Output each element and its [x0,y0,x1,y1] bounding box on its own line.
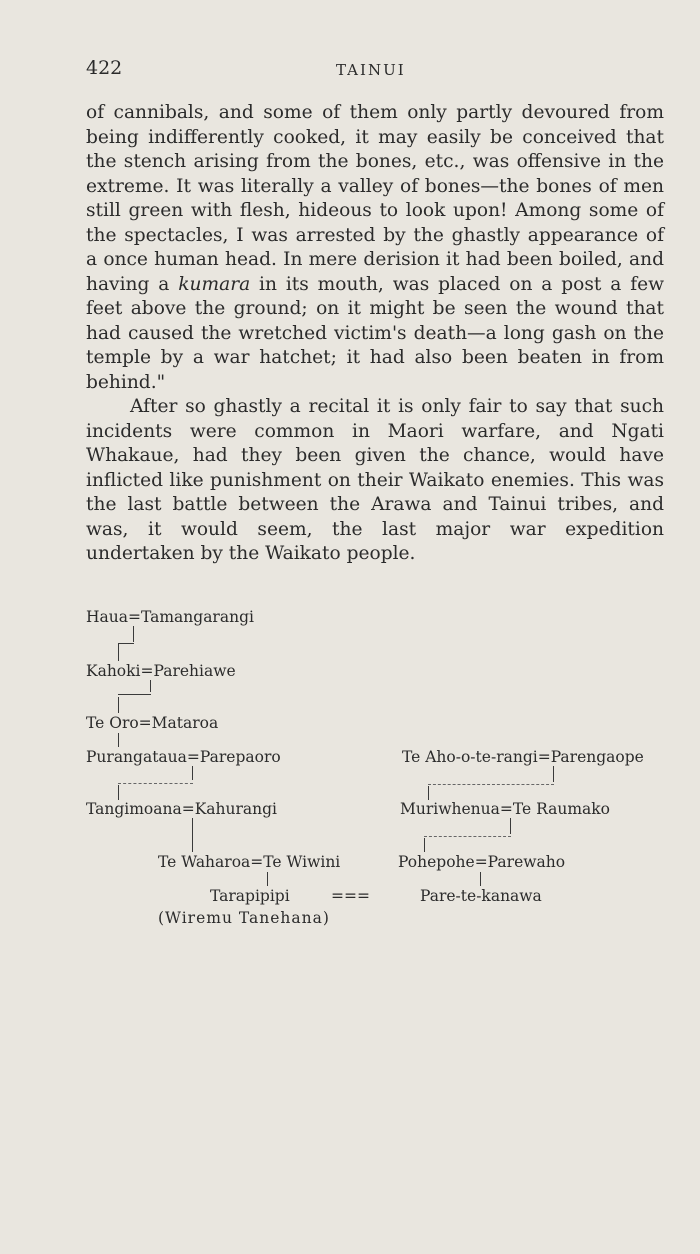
genealogy-name-muriwhenua: Muriwhenua=Te Raumako [400,800,610,818]
descent-line [428,786,429,800]
genealogy-name-haua: Haua=Tamangarangi [86,608,254,626]
genealogy-name-tangimoana: Tangimoana=Kahurangi [86,800,278,818]
descent-line [424,838,425,852]
genealogy-name-pohepohe: Pohepohe=Parewaho [398,853,566,871]
descent-line [553,766,554,782]
descent-line [192,766,193,780]
descent-line [424,836,511,837]
genealogy-name-te-aho-o-te-rangi: Te Aho-o-te-rangi=Parengaope [402,748,644,766]
genealogy-name-te-oro: Te Oro=Mataroa [86,714,219,732]
descent-line [510,818,511,834]
descent-line [118,643,134,644]
paragraph-1-text-b: in its mouth, was placed on a post a few feet above the ground; on it might be seen the wound that had caused the wretched victim's death—a long gash on the temple by a war hatchet; it had also been beaten in from behind." [86,273,665,393]
running-head: TAINUI [336,61,406,79]
genealogy-name-tarapipipi: Tarapipipi [210,887,290,905]
descent-line [118,785,119,800]
descent-line [133,626,134,642]
descent-line [267,872,268,886]
descent-line [480,872,481,886]
genealogy-name-pare-te-kanawa: Pare-te-kanawa [420,887,542,905]
descent-line [428,784,554,785]
genealogy-name-wiremu-tanehana: (Wiremu Tanehana) [158,909,330,927]
paragraph-2: After so ghastly a recital it is only fair to say that such incidents were common in Maori warfare, and Ngati Whakaue, had they been given the chance, would have inflicted like punishment on their Waikato enemies. This was the last battle between the Arawa and Tainui tribes, and was, it would seem, the last major war expedition undertaken by the Waikato people. [86,396,664,564]
genealogy-name-te-waharoa: Te Waharoa=Te Wiwini [158,853,341,871]
genealogy-marriage-sign: === [331,887,370,905]
genealogy-name-purangataua: Purangataua=Parepaoro [86,748,281,766]
descent-line [118,694,151,695]
descent-line [118,643,119,661]
descent-line [150,680,151,692]
paragraph-1-text-a: of cannibals, and some of them only partly devoured from being indifferently cooked, it may easily be conceived that the stench arising from the bones, etc., was offensive in the extreme. It was literally a valley of bones—the bones of men still green with flesh, hideous to look upon! Among some of the spectacles, I was arrested by the ghastly appearance of a once human head. In mere derision it had been boiled, and having a [86,102,664,295]
kumara-italic-word: kumara [178,273,251,295]
descent-line [118,733,119,747]
descent-line [192,818,193,852]
descent-line [118,697,119,713]
genealogy-name-kahoki: Kahoki=Parehiawe [86,662,236,680]
page-number: 422 [86,57,123,79]
descent-line [118,783,193,784]
